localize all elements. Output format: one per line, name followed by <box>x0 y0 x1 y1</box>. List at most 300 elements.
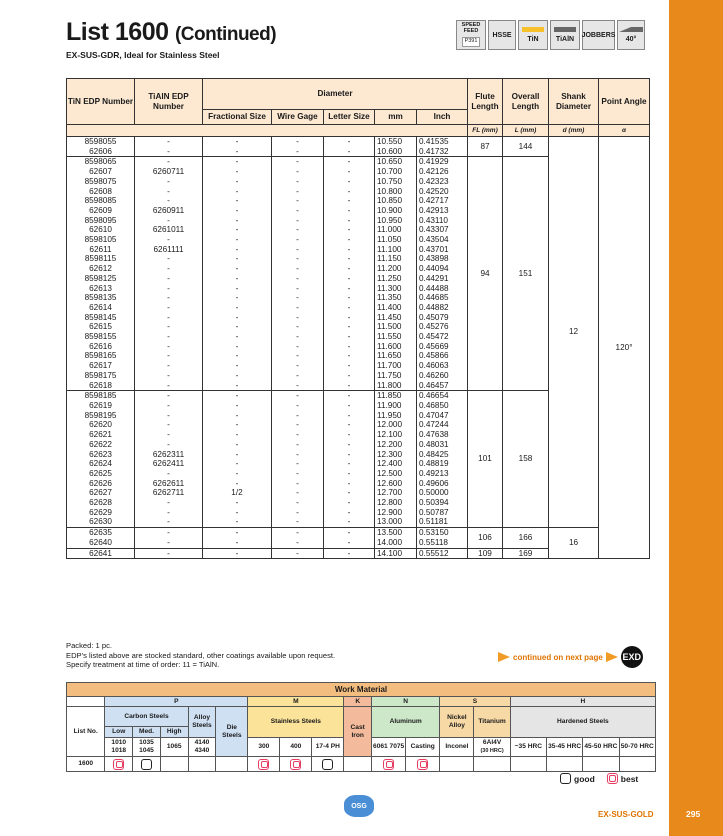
letter-cell: - <box>324 420 375 430</box>
rating-cell <box>188 757 216 772</box>
rating-cell <box>440 757 474 772</box>
page-subtitle: EX-SUS-GDR, Ideal for Stainless Steel <box>66 50 220 60</box>
wire-gage-cell: - <box>272 177 324 187</box>
mm-cell: 10.750 <box>375 177 417 187</box>
wm-blank <box>67 697 105 707</box>
carbon-high: High <box>160 727 188 738</box>
tin-edp-cell: 62625 <box>67 469 135 479</box>
mm-cell: 12.000 <box>375 420 417 430</box>
mm-cell: 11.100 <box>375 245 417 255</box>
inch-cell: 0.47638 <box>417 430 468 440</box>
tin-edp-cell: 62641 <box>67 548 135 559</box>
tin-edp-cell: 62608 <box>67 187 135 197</box>
aluminum: Aluminum <box>372 707 440 738</box>
letter-cell: - <box>324 313 375 323</box>
fractional-cell: - <box>203 157 272 167</box>
letter-cell: - <box>324 264 375 274</box>
wire-gage-cell: - <box>272 498 324 508</box>
mm-cell: 11.750 <box>375 371 417 381</box>
inch-cell: 0.48425 <box>417 450 468 460</box>
fractional-cell: - <box>203 459 272 469</box>
tialn-edp-cell: - <box>135 137 203 147</box>
inch-cell: 0.46850 <box>417 401 468 411</box>
fractional-cell: - <box>203 469 272 479</box>
tialn-edp-cell: - <box>135 517 203 527</box>
tialn-swatch <box>554 27 576 32</box>
helix-angle-badge: 40° <box>617 20 645 50</box>
tin-edp-cell: 62620 <box>67 420 135 430</box>
legend-best: best <box>607 773 638 784</box>
wire-gage-cell: - <box>272 361 324 371</box>
die-steels: Die Steels <box>216 707 248 757</box>
inch-cell: 0.43110 <box>417 216 468 226</box>
letter-cell: - <box>324 371 375 381</box>
title-main: List 1600 <box>66 18 169 46</box>
tin-edp-cell: 8598175 <box>67 371 135 381</box>
tin-edp-cell: 62624 <box>67 459 135 469</box>
osg-logo: OSG <box>344 795 374 817</box>
inch-cell: 0.49213 <box>417 469 468 479</box>
letter-cell: - <box>324 479 375 489</box>
mm-cell: 12.300 <box>375 450 417 460</box>
tin-edp-cell: 62628 <box>67 498 135 508</box>
nickel-alloy: Nickel Alloy <box>440 707 474 738</box>
fractional-cell: - <box>203 548 272 559</box>
fractional-cell: - <box>203 430 272 440</box>
rating-cell <box>474 757 510 772</box>
flute-length-cell: 109 <box>468 548 503 559</box>
fractional-cell: - <box>203 322 272 332</box>
work-material-title: Work Material <box>67 683 656 697</box>
best-rating-icon <box>417 759 428 770</box>
letter-cell: - <box>324 450 375 460</box>
hrc-35: ~35 HRC <box>510 738 546 757</box>
mm-cell: 12.700 <box>375 488 417 498</box>
notes <box>66 641 335 670</box>
mm-cell: 10.700 <box>375 167 417 177</box>
fractional-cell: - <box>203 284 272 294</box>
wire-gage-cell: - <box>272 411 324 421</box>
fractional-cell: - <box>203 381 272 391</box>
rating-cell <box>546 757 582 772</box>
mm-cell: 13.500 <box>375 528 417 538</box>
tialn-edp-cell: - <box>135 216 203 226</box>
mm-cell: 11.550 <box>375 332 417 342</box>
tin-edp-cell: 62609 <box>67 206 135 216</box>
rating-cell <box>406 757 440 772</box>
mm-cell: 11.450 <box>375 313 417 323</box>
ss-400: 400 <box>280 738 312 757</box>
tialn-edp-cell: - <box>135 401 203 411</box>
rating-cell <box>280 757 312 772</box>
legend-good: good <box>560 773 595 784</box>
tin-edp-cell: 8598165 <box>67 351 135 361</box>
footer-brand: EX-SUS-GOLD <box>598 810 654 819</box>
inch-cell: 0.55512 <box>417 548 468 559</box>
tin-edp-cell: 8598185 <box>67 391 135 401</box>
letter-cell: - <box>324 332 375 342</box>
cast-iron: Cast Iron <box>344 707 372 757</box>
col-overall-length: Overall Length <box>503 79 549 125</box>
flute-length-cell: 94 <box>468 157 503 391</box>
letter-cell: - <box>324 235 375 245</box>
inch-cell: 0.41732 <box>417 147 468 157</box>
letter-cell: - <box>324 137 375 147</box>
letter-cell: - <box>324 196 375 206</box>
inch-cell: 0.46063 <box>417 361 468 371</box>
fractional-cell: - <box>203 420 272 430</box>
tin-edp-cell: 8598075 <box>67 177 135 187</box>
tialn-edp-cell: 6262611 <box>135 479 203 489</box>
wire-gage-cell: - <box>272 450 324 460</box>
tin-edp-cell: 62621 <box>67 430 135 440</box>
tialn-coating-badge: TiAlN <box>550 20 580 50</box>
inch-cell: 0.55118 <box>417 538 468 548</box>
inch-cell: 0.43307 <box>417 225 468 235</box>
letter-cell: - <box>324 322 375 332</box>
angle-icon <box>619 27 643 32</box>
fractional-cell: - <box>203 332 272 342</box>
stainless-steels: Stainless Steels <box>248 707 344 738</box>
al-6061-7075: 6061 7075 <box>372 738 406 757</box>
continued-text: continued on next page <box>513 652 603 662</box>
wire-gage-cell: - <box>272 187 324 197</box>
ti-6al4v: 6Al4V (30 HRC) <box>474 738 510 757</box>
continued-link[interactable] <box>498 646 643 668</box>
fractional-cell: - <box>203 225 272 235</box>
fractional-cell: - <box>203 177 272 187</box>
tialn-edp-cell: - <box>135 371 203 381</box>
wire-gage-cell: - <box>272 479 324 489</box>
inch-cell: 0.45669 <box>417 342 468 352</box>
tin-edp-cell: 62629 <box>67 508 135 518</box>
wire-gage-cell: - <box>272 440 324 450</box>
good-icon <box>560 773 571 784</box>
wire-gage-cell: - <box>272 459 324 469</box>
letter-cell: - <box>324 361 375 371</box>
rating-legend <box>560 773 638 784</box>
letter-cell: - <box>324 459 375 469</box>
tialn-edp-cell: - <box>135 548 203 559</box>
letter-cell: - <box>324 225 375 235</box>
tialn-edp-cell: - <box>135 440 203 450</box>
edp-table-body <box>67 137 650 559</box>
ss-17-4ph: 17-4 PH <box>312 738 344 757</box>
wire-gage-cell: - <box>272 313 324 323</box>
tin-edp-cell: 62606 <box>67 147 135 157</box>
letter-cell: - <box>324 342 375 352</box>
page-title <box>66 18 276 47</box>
good-rating-icon <box>141 759 152 770</box>
wire-gage-cell: - <box>272 342 324 352</box>
col-mm: mm <box>375 110 417 125</box>
mm-cell: 13.000 <box>375 517 417 527</box>
tialn-edp-cell: - <box>135 430 203 440</box>
tialn-edp-cell: - <box>135 157 203 167</box>
letter-cell: - <box>324 284 375 294</box>
rating-row <box>67 757 656 772</box>
hrc-50-70: 50-70 HRC <box>619 738 656 757</box>
mm-cell: 14.000 <box>375 538 417 548</box>
tin-edp-cell: 62617 <box>67 361 135 371</box>
letter-cell: - <box>324 548 375 559</box>
fractional-cell: - <box>203 274 272 284</box>
page-number: 295 <box>686 809 701 819</box>
wire-gage-cell: - <box>272 528 324 538</box>
group-s: S <box>440 697 510 707</box>
fractional-cell: - <box>203 137 272 147</box>
tin-edp-cell: 62635 <box>67 528 135 538</box>
inch-cell: 0.46260 <box>417 371 468 381</box>
note-packed: Packed: 1 pc. <box>66 641 113 650</box>
wire-gage-cell: - <box>272 332 324 342</box>
wire-gage-cell: - <box>272 245 324 255</box>
inch-cell: 0.50000 <box>417 488 468 498</box>
tialn-edp-cell: - <box>135 508 203 518</box>
carbon-steels: Carbon Steels <box>105 707 188 727</box>
mm-cell: 11.850 <box>375 391 417 401</box>
mm-cell: 12.100 <box>375 430 417 440</box>
mm-cell: 10.950 <box>375 216 417 226</box>
arrow-right-icon <box>606 652 618 662</box>
speed-value: P391 <box>462 37 481 47</box>
tialn-edp-cell: - <box>135 322 203 332</box>
wire-gage-cell: - <box>272 284 324 294</box>
hrc-45-50: 45-50 HRC <box>583 738 619 757</box>
tialn-edp-cell: 6260911 <box>135 206 203 216</box>
wire-gage-cell: - <box>272 391 324 401</box>
tialn-edp-cell: - <box>135 361 203 371</box>
mm-cell: 11.500 <box>375 322 417 332</box>
mm-cell: 11.050 <box>375 235 417 245</box>
col-tialn-edp: TiAlN EDP Number <box>135 79 203 125</box>
mm-cell: 12.400 <box>375 459 417 469</box>
inch-cell: 0.48031 <box>417 440 468 450</box>
tialn-edp-cell: - <box>135 284 203 294</box>
inch-cell: 0.42323 <box>417 177 468 187</box>
inch-cell: 0.41535 <box>417 137 468 147</box>
tin-edp-cell: 62618 <box>67 381 135 391</box>
col-wire-gage: Wire Gage <box>272 110 324 125</box>
mm-cell: 11.650 <box>375 351 417 361</box>
tialn-edp-cell: - <box>135 235 203 245</box>
tin-edp-cell: 8598145 <box>67 313 135 323</box>
fractional-cell: - <box>203 450 272 460</box>
col-flute-length: Flute Length <box>468 79 503 125</box>
mm-cell: 11.700 <box>375 361 417 371</box>
mm-cell: 12.900 <box>375 508 417 518</box>
title-suffix: (Continued) <box>174 24 277 45</box>
tin-edp-cell: 8598155 <box>67 332 135 342</box>
tin-edp-cell: 8598195 <box>67 411 135 421</box>
wire-gage-cell: - <box>272 196 324 206</box>
inconel: Inconel <box>440 738 474 757</box>
tialn-edp-cell: 6262311 <box>135 450 203 460</box>
jobbers-badge: JOBBERS <box>582 20 615 50</box>
fractional-cell: - <box>203 235 272 245</box>
letter-cell: - <box>324 351 375 361</box>
point-angle-cell: 120° <box>599 137 650 559</box>
mm-cell: 10.850 <box>375 196 417 206</box>
letter-cell: - <box>324 157 375 167</box>
unit-l: L (mm) <box>503 125 549 137</box>
inch-cell: 0.45276 <box>417 322 468 332</box>
letter-cell: - <box>324 440 375 450</box>
fractional-cell: - <box>203 216 272 226</box>
best-rating-icon <box>258 759 269 770</box>
wire-gage-cell: - <box>272 206 324 216</box>
letter-cell: - <box>324 488 375 498</box>
fractional-cell: - <box>203 498 272 508</box>
tialn-edp-cell: - <box>135 538 203 548</box>
tialn-edp-cell: 6260711 <box>135 167 203 177</box>
inch-cell: 0.44488 <box>417 284 468 294</box>
speed-label: SPEED FEED <box>461 22 481 35</box>
mm-cell: 14.100 <box>375 548 417 559</box>
exd-badge: EXD <box>621 646 643 668</box>
hrc-35-45: 35-45 HRC <box>546 738 582 757</box>
fractional-cell: - <box>203 293 272 303</box>
letter-cell: - <box>324 538 375 548</box>
wire-gage-cell: - <box>272 254 324 264</box>
inch-cell: 0.51181 <box>417 517 468 527</box>
inch-cell: 0.44685 <box>417 293 468 303</box>
group-h: H <box>510 697 655 707</box>
mm-cell: 11.250 <box>375 274 417 284</box>
wire-gage-cell: - <box>272 517 324 527</box>
inch-cell: 0.46457 <box>417 381 468 391</box>
titanium: Titanium <box>474 707 510 738</box>
wire-gage-cell: - <box>272 469 324 479</box>
best-icon <box>607 773 618 784</box>
good-rating-icon <box>322 759 333 770</box>
tialn-edp-cell: - <box>135 274 203 284</box>
inch-cell: 0.41929 <box>417 157 468 167</box>
fractional-cell: - <box>203 206 272 216</box>
mm-cell: 11.600 <box>375 342 417 352</box>
col-fractional: Fractional Size <box>203 110 272 125</box>
tin-edp-cell: 8598055 <box>67 137 135 147</box>
carbon-low: Low <box>105 727 133 738</box>
tialn-edp-cell: - <box>135 498 203 508</box>
tialn-edp-cell: 6261011 <box>135 225 203 235</box>
wire-gage-cell: - <box>272 420 324 430</box>
rating-cell <box>160 757 188 772</box>
inch-cell: 0.42520 <box>417 187 468 197</box>
mm-cell: 11.200 <box>375 264 417 274</box>
table-row <box>67 528 650 538</box>
wire-gage-cell: - <box>272 264 324 274</box>
wire-gage-cell: - <box>272 322 324 332</box>
fractional-cell: - <box>203 254 272 264</box>
group-n: N <box>372 697 440 707</box>
tialn-edp-cell: - <box>135 332 203 342</box>
fractional-cell: - <box>203 411 272 421</box>
wire-gage-cell: - <box>272 538 324 548</box>
inch-cell: 0.47244 <box>417 420 468 430</box>
letter-cell: - <box>324 274 375 284</box>
tin-edp-cell: 62630 <box>67 517 135 527</box>
shank-diameter-cell: 12 <box>549 137 599 528</box>
inch-cell: 0.45472 <box>417 332 468 342</box>
inch-cell: 0.47047 <box>417 411 468 421</box>
units-spacer <box>67 125 468 137</box>
alloy-steels: Alloy Steels <box>188 707 216 738</box>
letter-cell: - <box>324 147 375 157</box>
wire-gage-cell: - <box>272 381 324 391</box>
overall-length-cell: 151 <box>503 157 549 391</box>
inch-cell: 0.42717 <box>417 196 468 206</box>
carbon-high-grade: 1065 <box>160 738 188 757</box>
work-material-table <box>66 682 656 772</box>
tin-edp-cell: 62613 <box>67 284 135 294</box>
tialn-edp-cell: - <box>135 351 203 361</box>
letter-cell: - <box>324 187 375 197</box>
hsse-badge: HSSE <box>488 20 516 50</box>
wire-gage-cell: - <box>272 401 324 411</box>
tin-edp-cell: 62612 <box>67 264 135 274</box>
tin-edp-cell: 62626 <box>67 479 135 489</box>
mm-cell: 11.950 <box>375 411 417 421</box>
inch-cell: 0.44291 <box>417 274 468 284</box>
wire-gage-cell: - <box>272 274 324 284</box>
tin-edp-cell: 8598105 <box>67 235 135 245</box>
rating-cell <box>312 757 344 772</box>
tin-edp-cell: 8598095 <box>67 216 135 226</box>
fractional-cell: - <box>203 371 272 381</box>
mm-cell: 11.350 <box>375 293 417 303</box>
inch-cell: 0.42126 <box>417 167 468 177</box>
fractional-cell: - <box>203 479 272 489</box>
rating-cell <box>133 757 161 772</box>
inch-cell: 0.49606 <box>417 479 468 489</box>
inch-cell: 0.45866 <box>417 351 468 361</box>
carbon-low-grades: 1010 1018 <box>105 738 133 757</box>
col-tin-edp: TiN EDP Number <box>67 79 135 125</box>
ss-300: 300 <box>248 738 280 757</box>
mm-cell: 11.400 <box>375 303 417 313</box>
tialn-edp-cell: - <box>135 469 203 479</box>
tin-edp-cell: 62615 <box>67 322 135 332</box>
tin-edp-cell: 62614 <box>67 303 135 313</box>
col-point-angle: Point Angle <box>599 79 650 125</box>
letter-cell: - <box>324 254 375 264</box>
arrow-right-icon <box>498 652 510 662</box>
mm-cell: 10.550 <box>375 137 417 147</box>
col-letter-size: Letter Size <box>324 110 375 125</box>
letter-cell: - <box>324 216 375 226</box>
mm-cell: 11.800 <box>375 381 417 391</box>
mm-cell: 11.300 <box>375 284 417 294</box>
inch-cell: 0.46654 <box>417 391 468 401</box>
mm-cell: 10.900 <box>375 206 417 216</box>
tin-edp-cell: 8598135 <box>67 293 135 303</box>
tialn-edp-cell: - <box>135 293 203 303</box>
fractional-cell: - <box>203 508 272 518</box>
mm-cell: 11.000 <box>375 225 417 235</box>
tin-edp-cell: 62622 <box>67 440 135 450</box>
letter-cell: - <box>324 177 375 187</box>
fractional-cell: - <box>203 147 272 157</box>
fractional-cell: - <box>203 196 272 206</box>
tialn-edp-cell: - <box>135 342 203 352</box>
hardened-steels: Hardened Steels <box>510 707 655 738</box>
letter-cell: - <box>324 508 375 518</box>
fractional-cell: - <box>203 313 272 323</box>
rating-cell <box>105 757 133 772</box>
mm-cell: 10.600 <box>375 147 417 157</box>
speed-feed-badge <box>456 20 486 50</box>
